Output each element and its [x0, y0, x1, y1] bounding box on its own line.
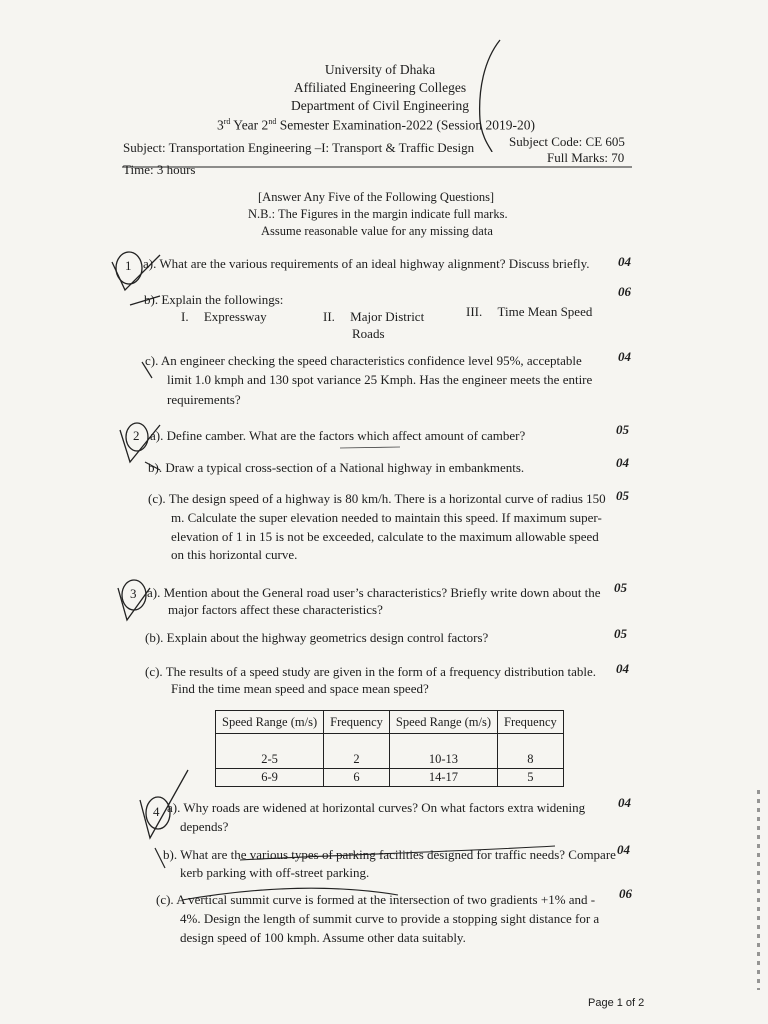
item-text-cont: Roads: [352, 326, 385, 341]
circled-number-4: 4: [153, 804, 160, 819]
full-marks: Full Marks: 70: [547, 150, 625, 165]
table-cell: 8: [498, 751, 564, 769]
question-label: a).: [167, 800, 181, 815]
question-1c-line2: limit 1.0 kmph and 130 spot variance 25 Kmph. Has the engineer meets the entire: [167, 372, 593, 387]
item-text: Time Mean Speed: [497, 304, 593, 319]
question-text: The design speed of a highway is 80 km/h. There is a horizontal curve of radius 150: [168, 491, 606, 506]
question-text: Mention about the General road user’s characteristics? Briefly write down about the: [163, 585, 601, 600]
exam-title: [217, 117, 535, 134]
marks-4b: 04: [617, 842, 630, 857]
time-allowed: Time: 3 hours: [123, 162, 196, 177]
question-4c: [156, 890, 595, 909]
item-num: I.: [181, 309, 189, 324]
marks-3b: 05: [614, 626, 627, 641]
question-4c-line3: design speed of 100 kmph. Assume other data suitably.: [180, 930, 466, 945]
marks-2a: 05: [616, 422, 629, 437]
question-text: Explain the followings:: [161, 292, 284, 307]
table-cell: 6-9: [216, 769, 324, 787]
item-text: Expressway: [203, 309, 267, 324]
department: Department of Civil Engineering: [290, 98, 470, 113]
marks-1b: 06: [618, 284, 631, 299]
question-4b-line2: kerb parking with off-street parking.: [180, 865, 370, 880]
circled-number-3: 3: [130, 586, 137, 601]
exam-sup-nd: nd: [268, 117, 277, 126]
marks-3c: 04: [616, 661, 629, 676]
table-cell: 10-13: [389, 751, 497, 769]
question-1a: [143, 254, 590, 273]
question-text: Explain about the highway geometrics design control factors?: [166, 630, 489, 645]
question-label: (b).: [145, 630, 164, 645]
question-label: (c).: [145, 664, 163, 679]
question-4a: [167, 798, 585, 817]
table-cell: 2: [324, 751, 390, 769]
exam-year-num: 3: [217, 117, 224, 133]
question-label: a).: [143, 256, 157, 271]
marks-4a: 04: [618, 795, 631, 810]
subject-line: Subject: Transportation Engineering –I: Transport & Traffic Design: [123, 140, 475, 155]
question-label: b).: [144, 292, 159, 307]
question-label: (c).: [156, 892, 174, 907]
question-4c-line2: 4%. Design the length of summit curve to provide a stopping sight distance for a: [180, 911, 600, 926]
question-2c-line3: elevation of 1 in 15 is not be exceeded, calculate to the maximum allowable speed: [171, 529, 599, 544]
instruction-answer: [Answer Any Five of the Following Questions]: [258, 190, 495, 204]
table-spacer-row: [216, 734, 564, 752]
question-label: b).: [163, 847, 178, 862]
table-cell: 2-5: [216, 751, 324, 769]
table-header-row: [216, 711, 564, 734]
exam-sup-rd: rd: [223, 117, 231, 126]
question-text: Draw a typical cross-section of a National highway in embankments.: [165, 460, 525, 475]
question-2c-line4: on this horizontal curve.: [171, 547, 298, 562]
question-label: b).: [148, 460, 163, 475]
university-name: University of Dhaka: [324, 62, 436, 77]
affiliation: Affiliated Engineering Colleges: [293, 80, 467, 95]
question-2c-line2: m. Calculate the super elevation needed to maintain this speed. If maximum super-: [171, 510, 602, 525]
table-cell: 6: [324, 769, 390, 787]
marks-2b: 04: [616, 455, 629, 470]
table-cell: 14-17: [389, 769, 497, 787]
marks-2c: 05: [616, 488, 629, 503]
list-item: [466, 302, 592, 321]
frequency-table: [215, 710, 564, 787]
table-row: [216, 751, 564, 769]
table-cell: 5: [498, 769, 564, 787]
item-num: III.: [466, 304, 483, 319]
question-3a-line2: major factors affect these characteristics?: [168, 602, 383, 617]
page-number: Page 1 of 2: [588, 997, 645, 1009]
question-text: The results of a speed study are given in the form of a frequency distribution table.: [165, 664, 597, 679]
question-label: a).: [150, 428, 164, 443]
table-header: Frequency: [324, 711, 390, 734]
table-header: Frequency: [498, 711, 564, 734]
scan-edge: [757, 790, 760, 990]
item-num: II.: [323, 309, 335, 324]
marks-1a: 04: [618, 254, 631, 269]
question-text: An engineer checking the speed characteristics confidence level 95%, acceptable: [160, 353, 582, 368]
exam-rest: Semester Examination-2022 (Session 2019-20): [279, 117, 536, 133]
exam-year: Year 2: [233, 117, 269, 133]
instruction-nb: N.B.: The Figures in the margin indicate full marks.: [248, 207, 508, 221]
marks-4c: 06: [619, 886, 632, 901]
question-text: Define camber. What are the factors which affect amount of camber?: [166, 428, 526, 443]
question-2a: [150, 426, 525, 445]
question-3c-line2: Find the time mean speed and space mean speed?: [171, 681, 429, 696]
circled-number-1: 1: [125, 258, 132, 273]
subject-code: Subject Code: CE 605: [509, 134, 625, 149]
list-item: [181, 307, 267, 326]
question-text: Why roads are widened at horizontal curves? On what factors extra widening: [183, 800, 586, 815]
circled-number-2: 2: [133, 428, 140, 443]
instruction-assume: Assume reasonable value for any missing data: [261, 224, 493, 238]
question-label: a).: [147, 585, 161, 600]
item-text: Major District: [350, 309, 425, 324]
question-label: (c).: [148, 491, 166, 506]
table-row: [216, 769, 564, 787]
table-header: Speed Range (m/s): [216, 711, 324, 734]
question-text: What are the various requirements of an ideal highway alignment? Discuss briefly.: [159, 256, 590, 271]
question-text: What are the various types of parking facilities designed for traffic needs? Compare: [180, 847, 616, 862]
question-text: A vertical summit curve is formed at the intersection of two gradients +1% and -: [176, 892, 596, 907]
marks-1c: 04: [618, 349, 631, 364]
question-2b: [148, 458, 524, 477]
question-1c-line3: requirements?: [167, 392, 241, 407]
table-header: Speed Range (m/s): [389, 711, 497, 734]
question-label: c).: [145, 353, 159, 368]
question-2c: [148, 489, 606, 508]
question-4b: [163, 845, 616, 864]
question-1c: [145, 351, 582, 370]
question-4a-line2: depends?: [180, 819, 229, 834]
marks-3a: 05: [614, 580, 627, 595]
question-3b: [145, 628, 488, 647]
